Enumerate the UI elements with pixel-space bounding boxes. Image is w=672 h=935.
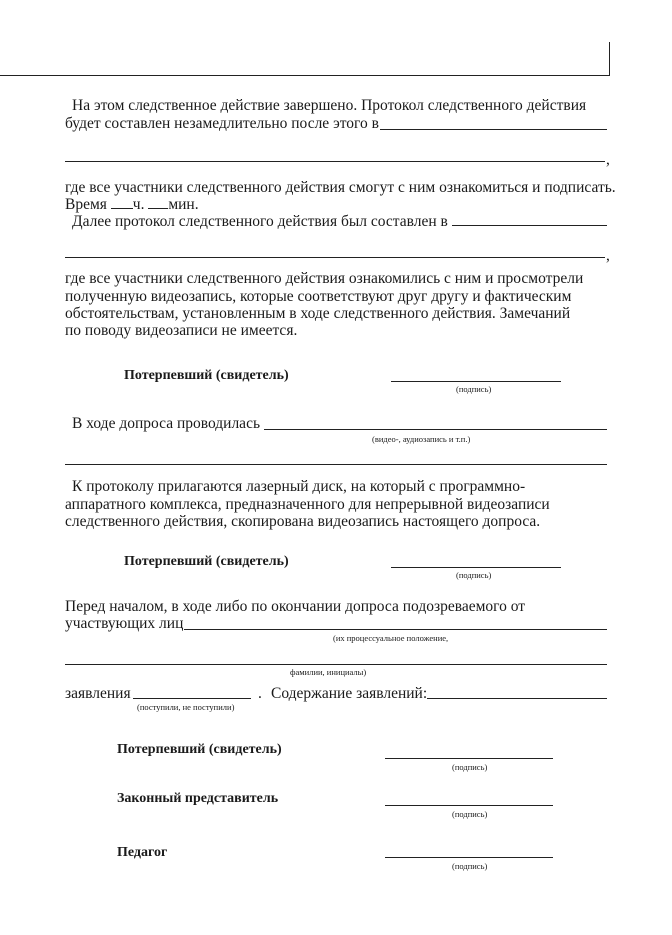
- final-signature-caption: (подпись): [452, 762, 488, 772]
- trailing-comma-1: ,: [606, 151, 610, 168]
- final-signature-line[interactable]: [385, 758, 553, 759]
- recording-field-2[interactable]: [65, 464, 607, 465]
- final-signature-role: Педагог: [117, 845, 168, 860]
- final-signature-caption: (подпись): [452, 861, 488, 871]
- signature-1-caption: (подпись): [456, 384, 492, 394]
- recording-caption: (видео-, аудиозапись и т.п.): [372, 434, 471, 444]
- hours-field[interactable]: [111, 196, 133, 209]
- attachment-line-2: аппаратного комплекса, предназначенного для непрерывной видеозаписи: [65, 496, 550, 513]
- closing-paragraph-line-3: обстоятельствам, установленным в ходе следственного действия. Замечаний: [65, 305, 571, 322]
- minutes-label: мин.: [168, 196, 199, 213]
- closing-line-4: Далее протокол следственного действия был составлен в: [72, 213, 448, 230]
- closing-paragraph-line-2: полученную видеозапись, которые соответствуют друг другу и фактическим: [65, 288, 572, 305]
- place-field-2a[interactable]: [452, 225, 607, 226]
- time-row: [65, 196, 199, 213]
- final-signature-line[interactable]: [385, 805, 553, 806]
- attachment-line-3: следственного действия, скопирована видеозапись настоящего допроса.: [65, 513, 541, 530]
- place-field-2b[interactable]: [65, 257, 605, 258]
- signature-2-line[interactable]: [391, 567, 561, 568]
- applications-dot: .: [258, 685, 262, 702]
- applications-field[interactable]: [133, 698, 251, 699]
- time-label: Время: [65, 196, 107, 213]
- attachment-line-1: К протоколу прилагаются лазерный диск, на который с программно-: [72, 478, 526, 495]
- closing-line-3: где все участники следственного действия смогут с ним ознакомиться и подписать.: [65, 179, 616, 196]
- signature-2-role: Потерпевший (свидетель): [124, 554, 289, 569]
- closing-line-2: будет составлен незамедлительно после этого в: [65, 115, 379, 132]
- minutes-field[interactable]: [148, 196, 168, 209]
- hours-label: ч.: [132, 196, 145, 213]
- applications-caption: (поступили, не поступили): [137, 702, 235, 712]
- content-label: Содержание заявлений:: [271, 685, 428, 702]
- final-signature-role: Потерпевший (свидетель): [117, 742, 282, 757]
- signature-1-line[interactable]: [391, 381, 561, 382]
- header-rule-end: [609, 42, 610, 76]
- final-signature-line[interactable]: [385, 857, 553, 858]
- place-field-1a[interactable]: [380, 129, 607, 130]
- statements-line-2: участвующих лиц: [65, 615, 184, 632]
- participants-field-2[interactable]: [65, 664, 607, 665]
- participants-field[interactable]: [184, 629, 607, 630]
- participants-caption-names: фамилии, инициалы): [290, 667, 367, 677]
- statements-line-1: Перед началом, в ходе либо по окончании допроса подозреваемого от: [65, 598, 526, 615]
- final-signature-role: Законный представитель: [117, 791, 279, 806]
- place-field-1b[interactable]: [65, 161, 605, 162]
- closing-line-1: На этом следственное действие завершено. Протокол следственного действия: [72, 97, 587, 114]
- closing-paragraph-line-1: где все участники следственного действия ознакомились с ним и просмотрели: [65, 270, 584, 287]
- content-field[interactable]: [427, 698, 607, 699]
- header-rule: [0, 75, 610, 76]
- recording-field[interactable]: [264, 429, 607, 430]
- final-signature-caption: (подпись): [452, 809, 488, 819]
- trailing-comma-2: ,: [606, 247, 610, 264]
- signature-1-role: Потерпевший (свидетель): [124, 368, 289, 383]
- applications-label: заявления: [65, 685, 131, 702]
- participants-caption-status: (их процессуальное положение,: [333, 633, 449, 643]
- closing-paragraph-line-4: по поводу видеозаписи не имеется.: [65, 322, 298, 339]
- recording-label: В ходе допроса проводилась: [72, 415, 261, 432]
- signature-2-caption: (подпись): [456, 570, 492, 580]
